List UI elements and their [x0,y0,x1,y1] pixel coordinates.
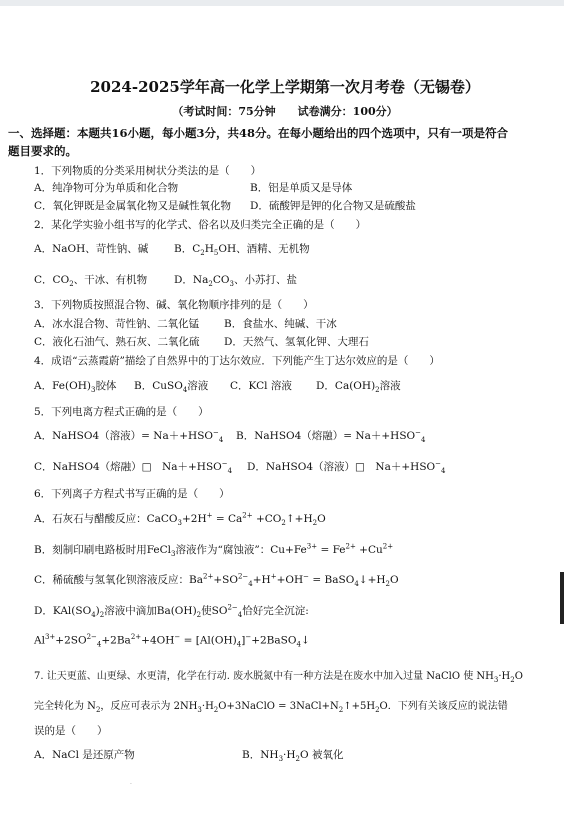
page-title: 2024-2025学年高一化学上学期第一次月考卷（无锡卷） [90,78,480,96]
q4-option-b: B．CuSO$_4$溶液 [134,380,209,395]
q7-option-b: B．$NH_3\cdot H_2O$ 被氧化 [242,749,344,764]
q6-option-a: A．石灰石与醋酸反应：CaCO$_3$+2H+ = $Ca^{2+}$ $+CO_2↑+H_2O$ [34,511,326,528]
question-7-stem-line2: 完全转化为 $N_2$，反应可表示为 $2NH_3\cdot H_2O+3NaClO$ = $3NaCl+N_2↑+5H_2O$．下列有关该反应的说法错 [34,701,508,714]
q5-option-c: C．NaHSO4（熔融）□ $Na++HSO^-_4$ [34,459,233,476]
q3-option-b: B．食盐水、纯碱、干冰 [224,318,337,330]
q4-option-d: D．$Ca(OH)_2$溶液 [316,380,401,395]
q3-option-d: D．天然气、氢氧化钾、大理石 [224,336,369,348]
top-toolbar-strip [0,0,564,6]
q1-option-a: A．纯净物可分为单质和化合物 [34,182,179,194]
q2-option-a: A．NaOH、苛性钠、碱 [34,243,149,255]
q6-option-b: B．刻制印刷电路板时用FeCl$_3$溶液作为“腐蚀液”：$Cu+Fe^{3+} = Fe^{2+} +Cu^{2+}$ [34,542,394,559]
question-4-stem: 4．成语“云蒸霞蔚”描绘了自然界中的丁达尔效应．下列能产生丁达尔效应的是（ ） [34,355,440,367]
q7-option-a: A．NaCl 是还原产物 [34,749,135,761]
question-6-stem: 6．下列离子方程式书写正确的是（ ） [34,488,230,500]
q5-option-a: A．NaHSO4（溶液）= $Na++HSO^-_4$ [34,428,224,445]
q5-option-b: B．NaHSO4（熔融）= $Na++HSO^-_4$ [236,428,426,445]
q2-option-b: B．$C_2H_5OH$、酒精、无机物 [174,243,310,258]
q1-option-d: D．硫酸钾是钾的化合物又是硫酸盐 [250,200,416,212]
question-7-stem-line3: 误的是（ ） [34,725,108,737]
q4-option-c: C．KCl 溶液 [230,380,292,392]
q2-option-d: D．$Na_2CO_3$、小苏打、盐 [174,274,297,289]
q2-option-c: C．$CO_2$、干冰、有机物 [34,274,148,289]
section-heading: 一、选择题：本题共16小题，每小题3分，共48分。在每小题给出的四个选项中，只有一项是符合题目要求的。 [8,126,509,158]
q6-option-d: D．$KAl(SO_4)_2$溶液中滴加$Ba(OH)_2$使$SO^{2-}_4$恰好完全沉淀: [34,603,309,620]
q5-option-d: D．NaHSO4（溶液）□ $Na++HSO^-_4$ [247,459,446,476]
question-3-stem: 3．下列物质按照混合物、碱、氧化物顺序排列的是（ ） [34,299,314,311]
page-edge-mark [560,572,564,624]
question-7-stem-line1: 7. 让天更蓝、山更绿、水更清，化学在行动. 废水脱氮中有一种方法是在废水中加入过量 NaClO 使 $NH_3\cdot H_2O$ [34,671,523,684]
q1-option-c: C．氧化钾既是金属氧化物又是碱性氧化物 [34,200,232,212]
footer-mark: . [130,779,132,786]
question-2-stem: 2．某化学实验小组书写的化学式、俗名以及归类完全正确的是（ ） [34,219,367,231]
exam-info: （考试时间：75分钟 试卷满分：100分） [172,105,398,118]
question-5-stem: 5．下列电离方程式正确的是（ ） [34,406,209,418]
q4-option-a: A．$Fe(OH)_3$胶体 [34,380,117,395]
q3-option-c: C．液化石油气、熟石灰、二氧化硫 [34,336,200,348]
q6-option-c: C．稀硫酸与氢氧化钡溶液反应：$Ba^{2+}+SO^{2-}_4+H^++OH^-$ = $BaSO_4↓+H_2O$ [34,572,399,589]
q3-option-a: A．冰水混合物、苛性钠、二氧化锰 [34,318,200,330]
question-1-stem: 1．下列物质的分类采用树状分类法的是（ ） [34,165,262,177]
q6-option-d-equation: $Al^{3+}+2SO^{2-}_4+2Ba^{2+}+4OH^-$ = $[Al(OH)_4]^-+2BaSO_4↓$ [34,633,310,649]
q1-option-b: B．铝是单质又是导体 [250,182,353,194]
